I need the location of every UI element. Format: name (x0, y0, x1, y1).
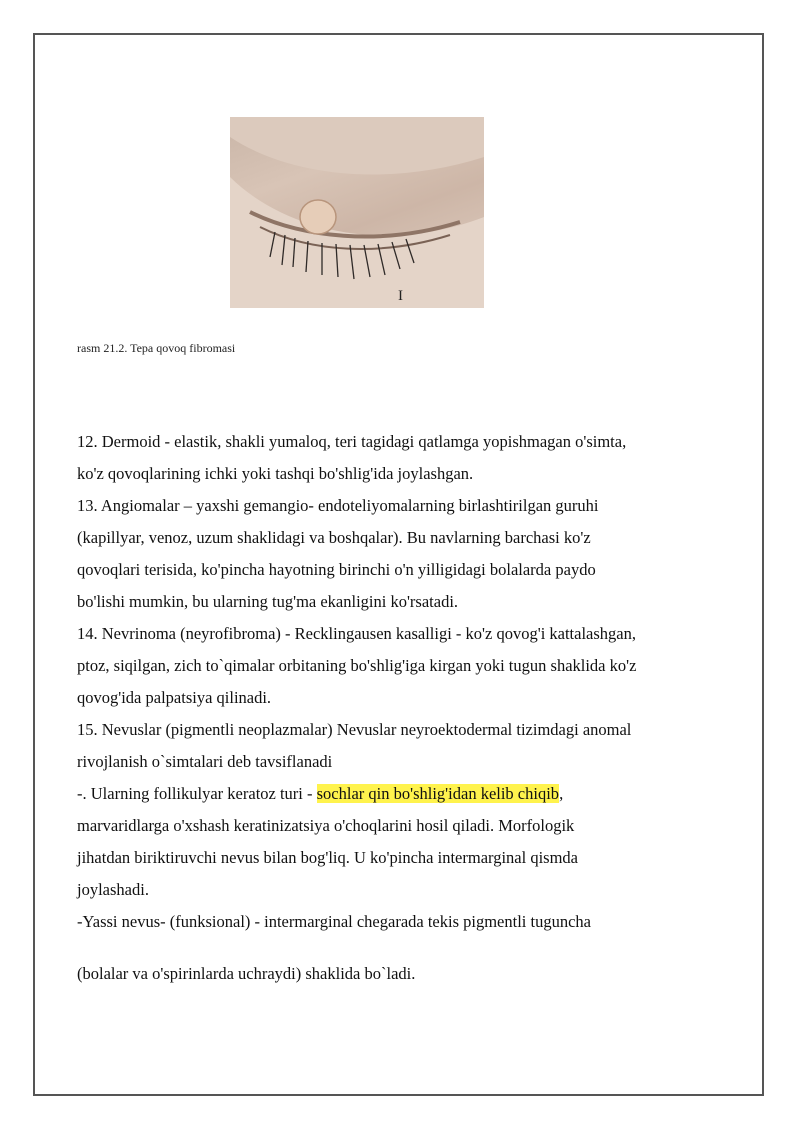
highlighted-line (77, 778, 737, 810)
eyelid-photo (230, 117, 484, 308)
eyelid-illustration (230, 117, 484, 308)
text-line: -Yassi nevus- (funksional) - intermarginal chegarada tekis pigmentli tuguncha (77, 912, 591, 931)
text-line: 13. Angiomalar – yaxshi gemangio- endoteliyomalarning birlashtirilgan guruhi (77, 496, 599, 515)
text-segment: -. Ularning follikulyar keratoz turi - (77, 784, 317, 803)
figure-marker: I (398, 288, 403, 304)
text-segment: , (559, 784, 564, 803)
text-line: (bolalar va o'spirinlarda uchraydi) shaklida bo`ladi. (77, 964, 416, 983)
text-line: (kapillyar, venoz, uzum shaklidagi va boshqalar). Bu navlarning barchasi ko'z (77, 528, 591, 547)
highlighted-text: sochlar qin bo'shlig'idan kelib chiqib (316, 784, 560, 803)
text-line: bo'lishi mumkin, bu ularning tug'ma ekanligini ko'rsatadi. (77, 592, 459, 611)
text-line: jihatdan biriktiruvchi nevus bilan bog'liq. U ko'pincha intermarginal qismda (77, 848, 579, 867)
text-line: marvaridlarga o'xshash keratinizatsiya o'choqlarini hosil qiladi. Morfologik (77, 816, 575, 835)
text-line: ptoz, siqilgan, zich to`qimalar orbitaning bo'shlig'iga kirgan yoki tugun shaklida ko'z (77, 656, 637, 675)
text-line: 15. Nevuslar (pigmentli neoplazmalar) Nevuslar neyroektodermal tizimdagi anomal (77, 720, 632, 739)
text-line: qovog'ida palpatsiya qilinadi. (77, 688, 272, 707)
text-line: qovoqlari terisida, ko'pincha hayotning birinchi o'n yilligidagi bolalarda paydo (77, 560, 596, 579)
figure-caption: rasm 21.2. Tepa qovoq fibromasi (77, 341, 236, 355)
text-line: 14. Nevrinoma (neyrofibroma) - Recklingausen kasalligi - ko'z qovog'i kattalashgan, (77, 624, 636, 643)
document-body (77, 426, 737, 990)
text-line: rivojlanish o`simtalari deb tavsiflanadi (77, 752, 333, 771)
text-line: 12. Dermoid - elastik, shakli yumaloq, teri tagidagi qatlamga yopishmagan o'simta, (77, 432, 627, 451)
fibroma-lesion (300, 200, 336, 234)
text-line: ko'z qovoqlarining ichki yoki tashqi bo'shlig'ida joylashgan. (77, 464, 474, 483)
text-line: joylashadi. (77, 880, 149, 899)
